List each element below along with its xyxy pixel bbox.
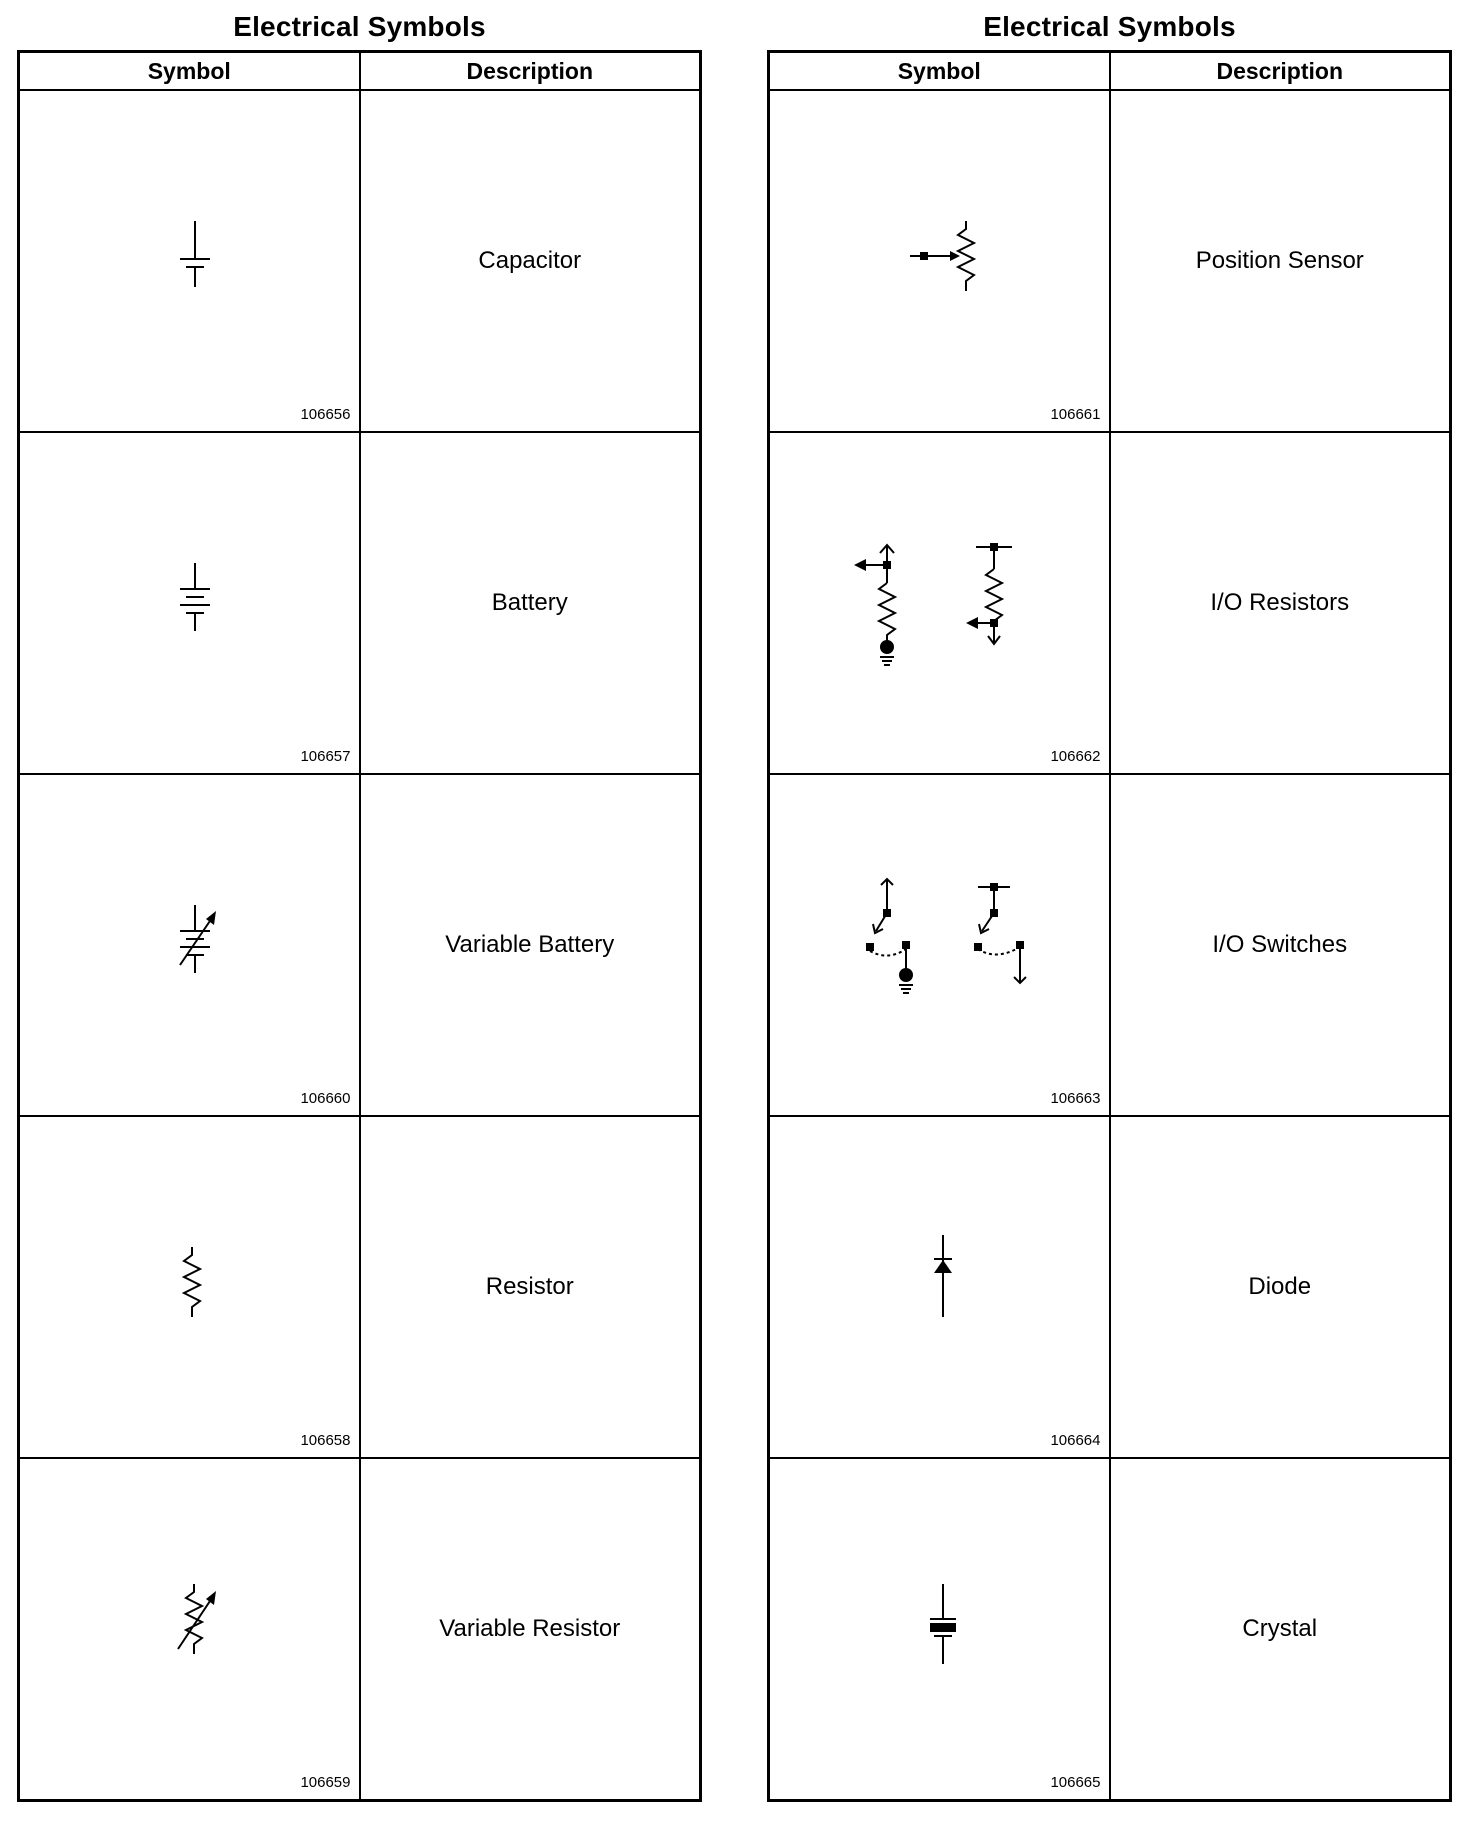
header-row — [769, 52, 1451, 91]
left-panel — [17, 0, 702, 1802]
diode-icon — [770, 1117, 1112, 1457]
description-column-header: Description — [1110, 52, 1451, 91]
capacitor-icon — [20, 91, 362, 431]
figure-number: 106661 — [1050, 406, 1101, 423]
description-cell: Variable Battery — [360, 774, 701, 1116]
resistor-icon — [20, 1117, 362, 1457]
table-row — [769, 90, 1451, 432]
battery-icon — [20, 433, 362, 773]
table-row — [19, 432, 701, 774]
symbol-cell — [769, 1116, 1110, 1458]
description-cell: Resistor — [360, 1116, 701, 1458]
position-sensor-icon — [770, 91, 1112, 431]
figure-number: 106663 — [1050, 1090, 1101, 1107]
io-switches-icon — [770, 775, 1112, 1115]
description-cell: Battery — [360, 432, 701, 774]
table-row — [769, 1116, 1451, 1458]
symbol-cell — [19, 432, 360, 774]
figure-number: 106662 — [1050, 748, 1101, 765]
table-row — [19, 1116, 701, 1458]
table-row — [19, 1458, 701, 1801]
crystal-icon — [770, 1459, 1112, 1799]
symbol-cell — [19, 1458, 360, 1801]
table-row — [769, 774, 1451, 1116]
symbol-cell — [19, 774, 360, 1116]
symbol-cell — [769, 1458, 1110, 1801]
description-cell: I/O Resistors — [1110, 432, 1451, 774]
figure-number: 106657 — [300, 748, 351, 765]
figure-number: 106664 — [1050, 1432, 1101, 1449]
description-cell: Diode — [1110, 1116, 1451, 1458]
description-cell: Position Sensor — [1110, 90, 1451, 432]
panel-title: Electrical Symbols — [983, 11, 1236, 42]
table-row — [19, 774, 701, 1116]
description-column-header: Description — [360, 52, 701, 91]
figure-number: 106665 — [1050, 1774, 1101, 1791]
symbol-cell — [19, 1116, 360, 1458]
symbol-column-header: Symbol — [19, 52, 360, 91]
variable-battery-icon — [20, 775, 362, 1115]
io-resistors-icon — [770, 433, 1112, 773]
figure-number: 106656 — [300, 406, 351, 423]
figure-number: 106660 — [300, 1090, 351, 1107]
table-row — [769, 432, 1451, 774]
description-cell: Capacitor — [360, 90, 701, 432]
variable-resistor-icon — [20, 1459, 362, 1799]
symbol-column-header: Symbol — [769, 52, 1110, 91]
header-row — [19, 52, 701, 91]
right-panel — [767, 0, 1452, 1802]
figure-number: 106659 — [300, 1774, 351, 1791]
symbols-table — [767, 50, 1452, 1802]
figure-number: 106658 — [300, 1432, 351, 1449]
description-cell: Variable Resistor — [360, 1458, 701, 1801]
symbols-table — [17, 50, 702, 1802]
symbol-cell — [769, 774, 1110, 1116]
description-cell: I/O Switches — [1110, 774, 1451, 1116]
symbol-cell — [19, 90, 360, 432]
table-row — [769, 1458, 1451, 1801]
symbol-cell — [769, 90, 1110, 432]
symbol-cell — [769, 432, 1110, 774]
table-row — [19, 90, 701, 432]
panel-title: Electrical Symbols — [233, 11, 486, 42]
description-cell: Crystal — [1110, 1458, 1451, 1801]
